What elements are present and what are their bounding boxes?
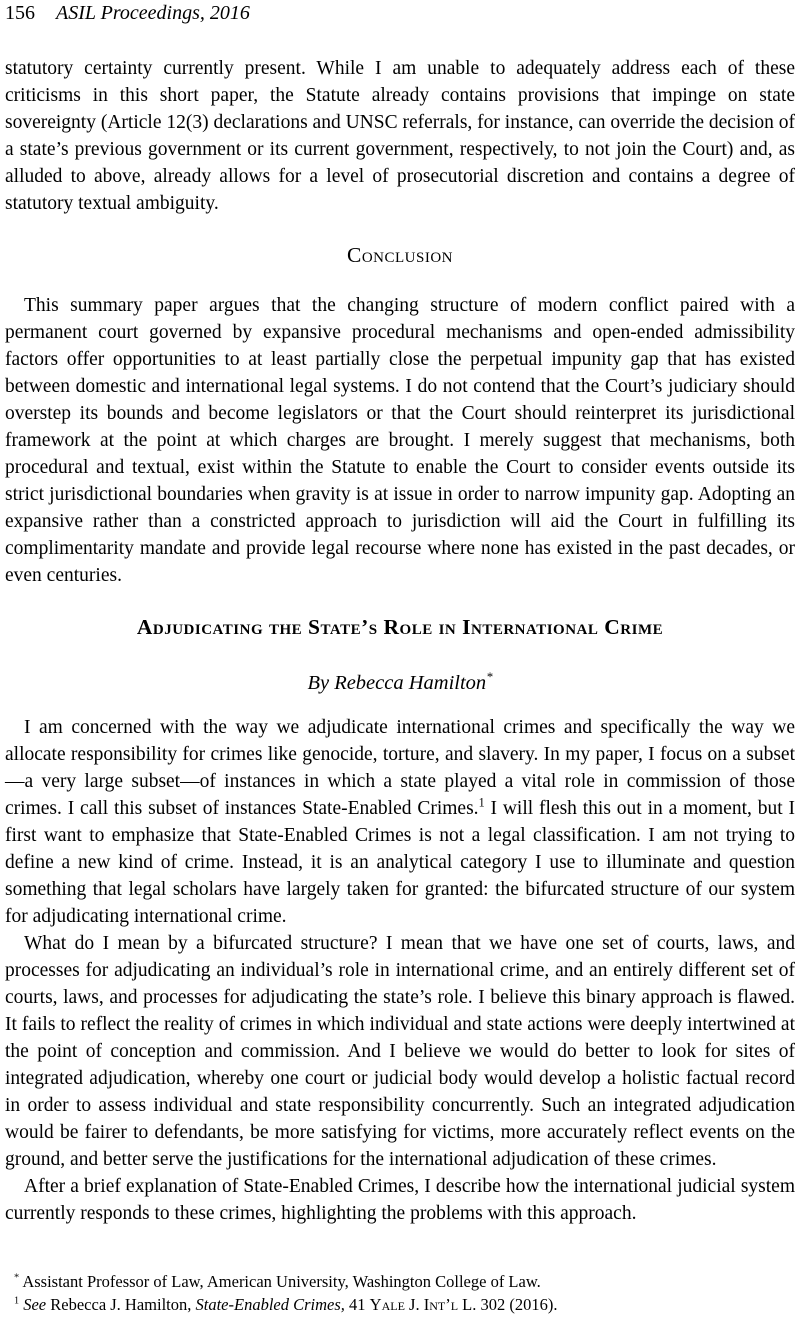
- byline-prefix: By: [307, 672, 335, 694]
- footnotes-block: [5, 1271, 795, 1316]
- footnote-1-volume: 41: [344, 1294, 370, 1314]
- footnote-1-marker: 1: [14, 1295, 20, 1306]
- continuation-paragraph: statutory certainty currently present. While I am unable to adequately address each of these criticisms in this short paper, the Statute already contains provisions that impinge on state sovereignty (Article 12(3) declarations and UNSC referrals, for instance, can override the decision of a state’s previous government or its current government, respectively, to not join the Court) and, as alluded to above, already allows for a level of prosecutorial discretion and contains a degree of statutory textual ambiguity.: [5, 58, 795, 214]
- footnote-1: [5, 1294, 795, 1317]
- paragraph-1-text-after-ref: I will flesh this out in a moment, but I first want to emphasize that State-Enabled Crimes is not a legal classification. I am not trying to define a new kind of crime. Instead, it is an analytical category I use to illuminate and question something that legal scholars have largely taken for granted: the bifurcated structure of our system for adjudicating international crime.: [5, 798, 796, 927]
- article-title: Adjudicating the State’s Role in International Crime: [136, 615, 664, 639]
- conclusion-heading: Conclusion: [346, 243, 453, 267]
- author-name: Rebecca Hamilton: [334, 672, 487, 694]
- article-paragraph-2: What do I mean by a bifurcated structure? I mean that we have one set of courts, laws, and processes for adjudicating an individual’s role in international crime, and an entirely different set of courts, laws, and processes for adjudicating the state’s role. I believe this binary approach is flawed. It fails to reflect the reality of crimes in which individual and state actions were deeply intertwined at the point of conception and commission. And I believe we would do better to look for sites of integrated adjudication, whereby one court or judicial body would develop a holistic factual record in order to assess individual and state responsibility concurrently. Such an integrated adjudication would be fairer to defendants, be more satisfying for victims, more accurately reflect events on the ground, and better serve the justifications for the international adjudication of these crimes.: [5, 933, 795, 1170]
- page-number: 156: [5, 2, 35, 24]
- footnote-ref-1: 1: [478, 795, 485, 810]
- footnote-1-work-title: State-Enabled Crimes,: [195, 1294, 345, 1314]
- footnote-star-text: Assistant Professor of Law, American University, Washington College of Law.: [22, 1272, 541, 1291]
- footnote-1-cite-tail: 302 (2016).: [476, 1294, 558, 1314]
- article-paragraph-3: After a brief explanation of State-Enabled Crimes, I describe how the international judicial system currently responds to these crimes, highlighting the problems with this approach.: [5, 1176, 795, 1224]
- footnote-star: [5, 1271, 795, 1294]
- journal-title: ASIL Proceedings, 2016: [56, 2, 250, 24]
- footnote-1-reporter: Yale J. Int’l L.: [369, 1294, 477, 1314]
- footnote-1-author: Rebecca J. Hamilton,: [46, 1294, 196, 1314]
- author-footnote-symbol: *: [486, 670, 493, 685]
- footnote-star-marker: *: [14, 1272, 20, 1284]
- footnote-1-see: See: [23, 1294, 47, 1314]
- paragraph-1-text-before-ref: I am concerned with the way we adjudicate international crimes and specifically the way we allocate responsibility for crimes like genocide, torture, and slavery. In my paper, I focus on a subset—a very large subset—of instances in which a state played a vital role in commission of those crimes. I call this subset of instances State-Enabled Crimes.: [5, 717, 795, 819]
- article-paragraph-1: [5, 714, 795, 930]
- running-header: [5, 2, 795, 24]
- byline: [5, 670, 795, 697]
- conclusion-paragraph: This summary paper argues that the changing structure of modern conflict paired with a permanent court governed by expansive procedural mechanisms and open-ended admissibility factors offer opportunities to at least partially close the perpetual impunity gap that has existed between domestic and international legal systems. I do not contend that the Court’s judiciary should overstep its bounds and become legislators or that the Court should reinterpret its jurisdictional framework at the point at which charges are brought. I merely suggest that mechanisms, both procedural and textual, exist within the Statute to enable the Court to consider events outside its strict jurisdictional boundaries when gravity is at issue in order to narrow impunity gap. Adopting an expansive rather than a constricted approach to jurisdiction will aid the Court in fulfilling its complimentarity mandate and provide legal recourse where none has existed in the past decades, or even centuries.: [5, 295, 795, 586]
